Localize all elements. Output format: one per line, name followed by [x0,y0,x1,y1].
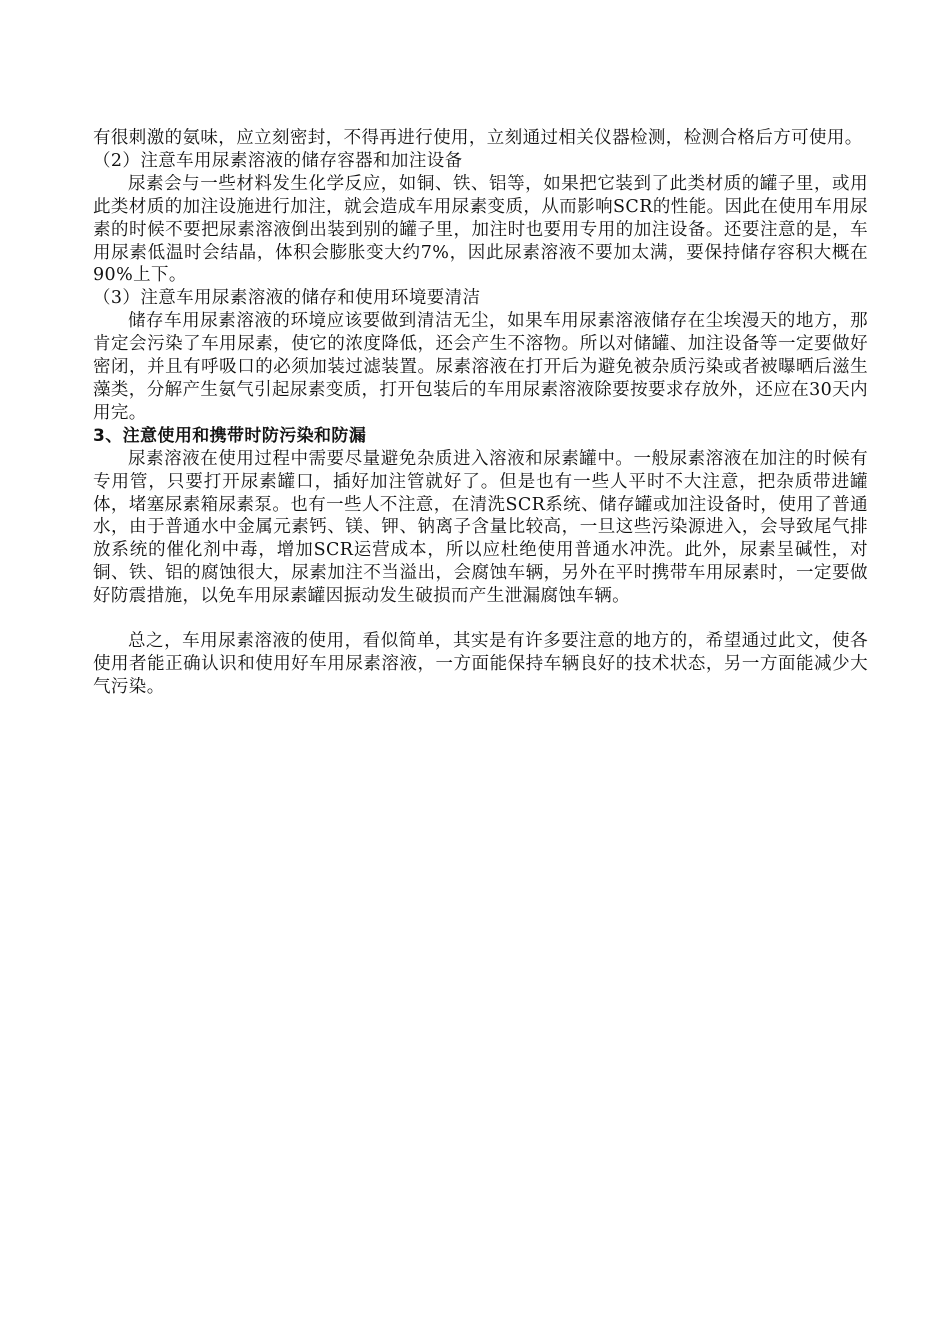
subsection-2-title: （2）注意车用尿素溶液的储存容器和加注设备 [93,150,463,171]
section-3-heading: 3、注意使用和携带时防污染和防漏 [93,425,367,446]
subsection-3-paragraph: 储存车用尿素溶液的环境应该要做到清洁无尘，如果车用尿素溶液储存在尘埃漫天的地方，那肯定会污染了车用尿素，使它的浓度降低，还会产生不溶物。所以对储罐、加注设备等一定要做好密闭，并且有呼吸口的必须加装过滤装置。尿素溶液在打开后为避免被杂质污染或者被曝晒后滋生藻类，分解产生氨气引起尿素变质，打开包装后的车用尿素溶液除要按要求存放外，还应在30天内用完。 [93,311,868,423]
continuation-paragraph: 有很刺激的氨味，应立刻密封，不得再进行使用，立刻通过相关仪器检测，检测合格后方可使用。 [93,128,863,148]
paragraph-spacer [93,608,868,630]
conclusion-paragraph: 总之，车用尿素溶液的使用，看似简单，其实是有许多要注意的地方的，希望通过此文，使各使用者能正确认识和使用好车用尿素溶液，一方面能保持车辆良好的技术状态，另一方面能减少大气污染。 [93,631,868,697]
subsection-2-paragraph: 尿素会与一些材料发生化学反应，如铜、铁、铝等，如果把它装到了此类材质的罐子里，或用此类材质的加注设施进行加注，就会造成车用尿素变质，从而影响SCR的性能。因此在使用车用尿素的时候不要把尿素溶液倒出装到别的罐子里，加注时也要用专用的加注设备。还要注意的是，车用尿素低温时会结晶，体积会膨胀变大约7%，因此尿素溶液不要加太满，要保持储存容积大概在90%上下。 [93,173,868,286]
document-body [93,127,868,699]
subsection-3-title: （3）注意车用尿素溶液的储存和使用环境要清洁 [93,288,481,309]
section-3-paragraph: 尿素溶液在使用过程中需要尽量避免杂质进入溶液和尿素罐中。一般尿素溶液在加注的时候有专用管，只要打开尿素罐口，插好加注管就好了。但是也有一些人平时不大注意，把杂质带进罐体，堵塞尿素箱尿素泵。也有一些人不注意，在清洗SCR系统、储存罐或加注设备时，使用了普通水，由于普通水中金属元素钙、镁、钾、钠离子含量比较高，一旦这些污染源进入，会导致尾气排放系统的催化剂中毒，增加SCR运营成本，所以应杜绝使用普通水冲洗。此外，尿素呈碱性，对铜、铁、铝的腐蚀很大，尿素加注不当溢出，会腐蚀车辆，另外在平时携带车用尿素时，一定要做好防震措施，以免车用尿素罐因振动发生破损而产生泄漏腐蚀车辆。 [93,448,868,607]
